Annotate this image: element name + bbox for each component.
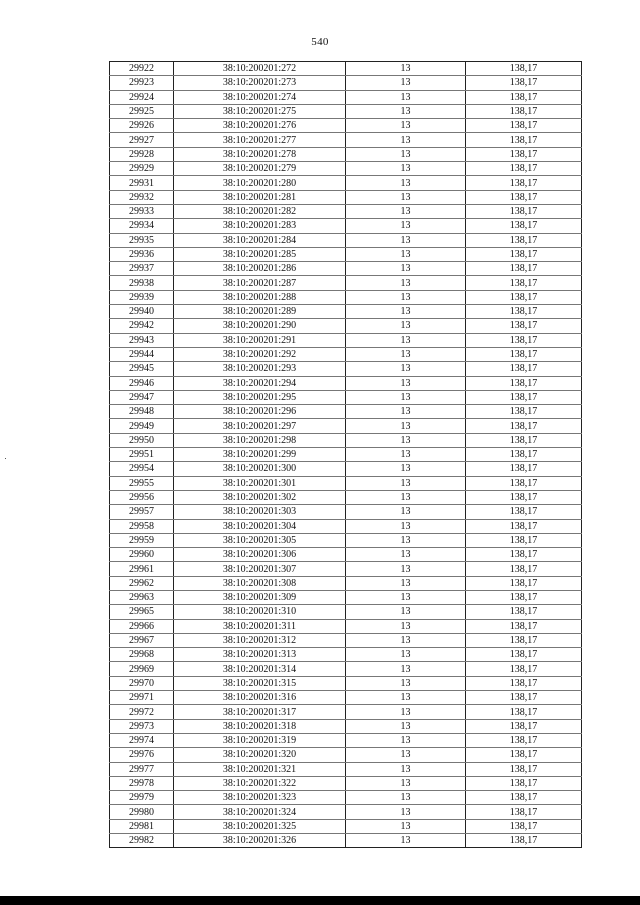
record-number-cell: 29962 — [110, 576, 174, 590]
quantity-cell: 13 — [346, 662, 466, 676]
cadastral-number-cell: 38:10:200201:301 — [174, 476, 346, 490]
table-row — [110, 147, 582, 161]
record-number-cell: 29980 — [110, 805, 174, 819]
quantity-cell: 13 — [346, 776, 466, 790]
quantity-cell: 13 — [346, 519, 466, 533]
area-value-cell: 138,17 — [466, 719, 582, 733]
area-value-cell: 138,17 — [466, 590, 582, 604]
table-row — [110, 90, 582, 104]
area-value-cell: 138,17 — [466, 305, 582, 319]
record-number-cell: 29951 — [110, 448, 174, 462]
record-number-cell: 29982 — [110, 834, 174, 848]
record-number-cell: 29954 — [110, 462, 174, 476]
quantity-cell: 13 — [346, 633, 466, 647]
table-row — [110, 719, 582, 733]
table-row — [110, 505, 582, 519]
cadastral-number-cell: 38:10:200201:293 — [174, 362, 346, 376]
record-number-cell: 29928 — [110, 147, 174, 161]
record-number-cell: 29960 — [110, 548, 174, 562]
quantity-cell: 13 — [346, 362, 466, 376]
area-value-cell: 138,17 — [466, 433, 582, 447]
quantity-cell: 13 — [346, 791, 466, 805]
cadastral-number-cell: 38:10:200201:307 — [174, 562, 346, 576]
cadastral-number-cell: 38:10:200201:318 — [174, 719, 346, 733]
cadastral-number-cell: 38:10:200201:310 — [174, 605, 346, 619]
table-row — [110, 791, 582, 805]
quantity-cell: 13 — [346, 233, 466, 247]
cadastral-number-cell: 38:10:200201:323 — [174, 791, 346, 805]
table-row — [110, 162, 582, 176]
table-row — [110, 691, 582, 705]
quantity-cell: 13 — [346, 590, 466, 604]
area-value-cell: 138,17 — [466, 476, 582, 490]
area-value-cell: 138,17 — [466, 505, 582, 519]
cadastral-number-cell: 38:10:200201:294 — [174, 376, 346, 390]
table-row — [110, 376, 582, 390]
cadastral-number-cell: 38:10:200201:278 — [174, 147, 346, 161]
area-value-cell: 138,17 — [466, 62, 582, 76]
record-number-cell: 29932 — [110, 190, 174, 204]
table-row — [110, 805, 582, 819]
quantity-cell: 13 — [346, 76, 466, 90]
cadastral-number-cell: 38:10:200201:284 — [174, 233, 346, 247]
cadastral-number-cell: 38:10:200201:298 — [174, 433, 346, 447]
record-number-cell: 29925 — [110, 104, 174, 118]
record-number-cell: 29936 — [110, 247, 174, 261]
cadastral-number-cell: 38:10:200201:314 — [174, 662, 346, 676]
cadastral-number-cell: 38:10:200201:313 — [174, 648, 346, 662]
record-number-cell: 29956 — [110, 490, 174, 504]
quantity-cell: 13 — [346, 176, 466, 190]
quantity-cell: 13 — [346, 819, 466, 833]
area-value-cell: 138,17 — [466, 190, 582, 204]
table-row — [110, 119, 582, 133]
area-value-cell: 138,17 — [466, 462, 582, 476]
area-value-cell: 138,17 — [466, 333, 582, 347]
record-number-cell: 29938 — [110, 276, 174, 290]
quantity-cell: 13 — [346, 390, 466, 404]
record-number-cell: 29945 — [110, 362, 174, 376]
scan-bottom-edge — [0, 896, 640, 905]
cadastral-number-cell: 38:10:200201:291 — [174, 333, 346, 347]
record-number-cell: 29922 — [110, 62, 174, 76]
cadastral-number-cell: 38:10:200201:273 — [174, 76, 346, 90]
table-row — [110, 476, 582, 490]
quantity-cell: 13 — [346, 247, 466, 261]
table-row — [110, 433, 582, 447]
record-number-cell: 29968 — [110, 648, 174, 662]
quantity-cell: 13 — [346, 376, 466, 390]
record-number-cell: 29949 — [110, 419, 174, 433]
table-row — [110, 262, 582, 276]
table-row — [110, 462, 582, 476]
quantity-cell: 13 — [346, 147, 466, 161]
area-value-cell: 138,17 — [466, 619, 582, 633]
quantity-cell: 13 — [346, 619, 466, 633]
table-row — [110, 176, 582, 190]
record-number-cell: 29946 — [110, 376, 174, 390]
record-number-cell: 29973 — [110, 719, 174, 733]
quantity-cell: 13 — [346, 433, 466, 447]
table-row — [110, 290, 582, 304]
cadastral-number-cell: 38:10:200201:320 — [174, 748, 346, 762]
record-number-cell: 29965 — [110, 605, 174, 619]
area-value-cell: 138,17 — [466, 419, 582, 433]
area-value-cell: 138,17 — [466, 648, 582, 662]
quantity-cell: 13 — [346, 204, 466, 218]
record-number-cell: 29959 — [110, 533, 174, 547]
cadastral-number-cell: 38:10:200201:287 — [174, 276, 346, 290]
table-row — [110, 219, 582, 233]
record-number-cell: 29923 — [110, 76, 174, 90]
area-value-cell: 138,17 — [466, 290, 582, 304]
record-number-cell: 29927 — [110, 133, 174, 147]
table-row — [110, 362, 582, 376]
cadastral-number-cell: 38:10:200201:299 — [174, 448, 346, 462]
quantity-cell: 13 — [346, 705, 466, 719]
record-number-cell: 29972 — [110, 705, 174, 719]
area-value-cell: 138,17 — [466, 276, 582, 290]
record-number-cell: 29958 — [110, 519, 174, 533]
cadastral-number-cell: 38:10:200201:308 — [174, 576, 346, 590]
cadastral-number-cell: 38:10:200201:316 — [174, 691, 346, 705]
cadastral-number-cell: 38:10:200201:279 — [174, 162, 346, 176]
area-value-cell: 138,17 — [466, 90, 582, 104]
area-value-cell: 138,17 — [466, 776, 582, 790]
quantity-cell: 13 — [346, 305, 466, 319]
record-number-cell: 29967 — [110, 633, 174, 647]
table-row — [110, 633, 582, 647]
area-value-cell: 138,17 — [466, 576, 582, 590]
record-number-cell: 29926 — [110, 119, 174, 133]
area-value-cell: 138,17 — [466, 791, 582, 805]
table-row — [110, 762, 582, 776]
quantity-cell: 13 — [346, 505, 466, 519]
record-number-cell: 29944 — [110, 347, 174, 361]
cadastral-number-cell: 38:10:200201:282 — [174, 204, 346, 218]
quantity-cell: 13 — [346, 190, 466, 204]
scan-speck — [5, 458, 6, 459]
table-row — [110, 233, 582, 247]
record-number-cell: 29961 — [110, 562, 174, 576]
record-number-cell: 29924 — [110, 90, 174, 104]
table-row — [110, 648, 582, 662]
quantity-cell: 13 — [346, 162, 466, 176]
record-number-cell: 29939 — [110, 290, 174, 304]
quantity-cell: 13 — [346, 333, 466, 347]
table-row — [110, 819, 582, 833]
quantity-cell: 13 — [346, 834, 466, 848]
cadastral-number-cell: 38:10:200201:300 — [174, 462, 346, 476]
table-row — [110, 619, 582, 633]
record-number-cell: 29933 — [110, 204, 174, 218]
quantity-cell: 13 — [346, 676, 466, 690]
quantity-cell: 13 — [346, 419, 466, 433]
cadastral-number-cell: 38:10:200201:280 — [174, 176, 346, 190]
area-value-cell: 138,17 — [466, 162, 582, 176]
quantity-cell: 13 — [346, 62, 466, 76]
record-number-cell: 29937 — [110, 262, 174, 276]
area-value-cell: 138,17 — [466, 834, 582, 848]
cadastral-number-cell: 38:10:200201:302 — [174, 490, 346, 504]
record-number-cell: 29976 — [110, 748, 174, 762]
record-number-cell: 29978 — [110, 776, 174, 790]
area-value-cell: 138,17 — [466, 204, 582, 218]
cadastral-number-cell: 38:10:200201:303 — [174, 505, 346, 519]
area-value-cell: 138,17 — [466, 805, 582, 819]
table-row — [110, 347, 582, 361]
quantity-cell: 13 — [346, 605, 466, 619]
area-value-cell: 138,17 — [466, 533, 582, 547]
table-row — [110, 576, 582, 590]
quantity-cell: 13 — [346, 104, 466, 118]
table-row — [110, 305, 582, 319]
area-value-cell: 138,17 — [466, 219, 582, 233]
record-number-cell: 29940 — [110, 305, 174, 319]
table-row — [110, 247, 582, 261]
area-value-cell: 138,17 — [466, 347, 582, 361]
quantity-cell: 13 — [346, 405, 466, 419]
quantity-cell: 13 — [346, 133, 466, 147]
table-row — [110, 776, 582, 790]
quantity-cell: 13 — [346, 719, 466, 733]
record-number-cell: 29974 — [110, 733, 174, 747]
record-number-cell: 29935 — [110, 233, 174, 247]
quantity-cell: 13 — [346, 448, 466, 462]
area-value-cell: 138,17 — [466, 405, 582, 419]
record-number-cell: 29971 — [110, 691, 174, 705]
quantity-cell: 13 — [346, 562, 466, 576]
cadastral-number-cell: 38:10:200201:286 — [174, 262, 346, 276]
area-value-cell: 138,17 — [466, 104, 582, 118]
table-row — [110, 490, 582, 504]
table-row — [110, 190, 582, 204]
table-row — [110, 104, 582, 118]
table-row — [110, 662, 582, 676]
cadastral-number-cell: 38:10:200201:285 — [174, 247, 346, 261]
cadastral-number-cell: 38:10:200201:283 — [174, 219, 346, 233]
area-value-cell: 138,17 — [466, 390, 582, 404]
area-value-cell: 138,17 — [466, 662, 582, 676]
table-row — [110, 548, 582, 562]
quantity-cell: 13 — [346, 290, 466, 304]
quantity-cell: 13 — [346, 262, 466, 276]
quantity-cell: 13 — [346, 319, 466, 333]
area-value-cell: 138,17 — [466, 748, 582, 762]
table-row — [110, 733, 582, 747]
area-value-cell: 138,17 — [466, 147, 582, 161]
cadastral-number-cell: 38:10:200201:296 — [174, 405, 346, 419]
area-value-cell: 138,17 — [466, 247, 582, 261]
record-number-cell: 29929 — [110, 162, 174, 176]
cadastral-number-cell: 38:10:200201:317 — [174, 705, 346, 719]
cadastral-number-cell: 38:10:200201:324 — [174, 805, 346, 819]
area-value-cell: 138,17 — [466, 562, 582, 576]
cadastral-number-cell: 38:10:200201:289 — [174, 305, 346, 319]
record-number-cell: 29955 — [110, 476, 174, 490]
cadastral-number-cell: 38:10:200201:290 — [174, 319, 346, 333]
cadastral-number-cell: 38:10:200201:309 — [174, 590, 346, 604]
table-row — [110, 204, 582, 218]
table-body — [110, 62, 582, 848]
cadastral-number-cell: 38:10:200201:297 — [174, 419, 346, 433]
table-row — [110, 834, 582, 848]
quantity-cell: 13 — [346, 219, 466, 233]
table-row — [110, 333, 582, 347]
quantity-cell: 13 — [346, 805, 466, 819]
table-row — [110, 676, 582, 690]
quantity-cell: 13 — [346, 119, 466, 133]
cadastral-number-cell: 38:10:200201:281 — [174, 190, 346, 204]
area-value-cell: 138,17 — [466, 691, 582, 705]
record-number-cell: 29979 — [110, 791, 174, 805]
cadastral-number-cell: 38:10:200201:315 — [174, 676, 346, 690]
area-value-cell: 138,17 — [466, 448, 582, 462]
cadastral-number-cell: 38:10:200201:277 — [174, 133, 346, 147]
area-value-cell: 138,17 — [466, 676, 582, 690]
cadastral-number-cell: 38:10:200201:306 — [174, 548, 346, 562]
quantity-cell: 13 — [346, 762, 466, 776]
quantity-cell: 13 — [346, 490, 466, 504]
cadastral-number-cell: 38:10:200201:304 — [174, 519, 346, 533]
table-row — [110, 448, 582, 462]
record-number-cell: 29957 — [110, 505, 174, 519]
record-number-cell: 29948 — [110, 405, 174, 419]
quantity-cell: 13 — [346, 90, 466, 104]
cadastral-number-cell: 38:10:200201:295 — [174, 390, 346, 404]
area-value-cell: 138,17 — [466, 705, 582, 719]
area-value-cell: 138,17 — [466, 233, 582, 247]
table-row — [110, 62, 582, 76]
area-value-cell: 138,17 — [466, 605, 582, 619]
page-number: 540 — [311, 36, 329, 48]
area-value-cell: 138,17 — [466, 262, 582, 276]
table-row — [110, 405, 582, 419]
cadastral-number-cell: 38:10:200201:321 — [174, 762, 346, 776]
record-number-cell: 29977 — [110, 762, 174, 776]
quantity-cell: 13 — [346, 533, 466, 547]
area-value-cell: 138,17 — [466, 819, 582, 833]
quantity-cell: 13 — [346, 462, 466, 476]
cadastral-number-cell: 38:10:200201:275 — [174, 104, 346, 118]
record-number-cell: 29981 — [110, 819, 174, 833]
area-value-cell: 138,17 — [466, 176, 582, 190]
table-row — [110, 705, 582, 719]
quantity-cell: 13 — [346, 347, 466, 361]
cadastral-number-cell: 38:10:200201:288 — [174, 290, 346, 304]
table-row — [110, 562, 582, 576]
quantity-cell: 13 — [346, 476, 466, 490]
cadastral-number-cell: 38:10:200201:322 — [174, 776, 346, 790]
table-row — [110, 390, 582, 404]
cadastral-number-cell: 38:10:200201:311 — [174, 619, 346, 633]
record-number-cell: 29970 — [110, 676, 174, 690]
quantity-cell: 13 — [346, 548, 466, 562]
area-value-cell: 138,17 — [466, 133, 582, 147]
area-value-cell: 138,17 — [466, 362, 582, 376]
record-number-cell: 29947 — [110, 390, 174, 404]
table-row — [110, 590, 582, 604]
cadastral-number-cell: 38:10:200201:325 — [174, 819, 346, 833]
table-row — [110, 533, 582, 547]
record-number-cell: 29963 — [110, 590, 174, 604]
cadastral-number-cell: 38:10:200201:276 — [174, 119, 346, 133]
record-number-cell: 29969 — [110, 662, 174, 676]
area-value-cell: 138,17 — [466, 762, 582, 776]
record-number-cell: 29950 — [110, 433, 174, 447]
quantity-cell: 13 — [346, 733, 466, 747]
table-row — [110, 319, 582, 333]
table-row — [110, 748, 582, 762]
cadastral-number-cell: 38:10:200201:274 — [174, 90, 346, 104]
quantity-cell: 13 — [346, 691, 466, 705]
cadastral-number-cell: 38:10:200201:305 — [174, 533, 346, 547]
area-value-cell: 138,17 — [466, 376, 582, 390]
cadastral-number-cell: 38:10:200201:312 — [174, 633, 346, 647]
table-row — [110, 519, 582, 533]
area-value-cell: 138,17 — [466, 633, 582, 647]
quantity-cell: 13 — [346, 648, 466, 662]
record-number-cell: 29943 — [110, 333, 174, 347]
quantity-cell: 13 — [346, 276, 466, 290]
cadastral-number-cell: 38:10:200201:292 — [174, 347, 346, 361]
record-number-cell: 29942 — [110, 319, 174, 333]
record-number-cell: 29966 — [110, 619, 174, 633]
cadastral-number-cell: 38:10:200201:272 — [174, 62, 346, 76]
quantity-cell: 13 — [346, 576, 466, 590]
area-value-cell: 138,17 — [466, 76, 582, 90]
table-row — [110, 419, 582, 433]
area-value-cell: 138,17 — [466, 319, 582, 333]
data-table — [109, 61, 582, 848]
record-number-cell: 29934 — [110, 219, 174, 233]
table-row — [110, 276, 582, 290]
area-value-cell: 138,17 — [466, 733, 582, 747]
area-value-cell: 138,17 — [466, 519, 582, 533]
area-value-cell: 138,17 — [466, 119, 582, 133]
table-row — [110, 605, 582, 619]
quantity-cell: 13 — [346, 748, 466, 762]
area-value-cell: 138,17 — [466, 548, 582, 562]
table-row — [110, 76, 582, 90]
area-value-cell: 138,17 — [466, 490, 582, 504]
table-row — [110, 133, 582, 147]
cadastral-number-cell: 38:10:200201:319 — [174, 733, 346, 747]
record-number-cell: 29931 — [110, 176, 174, 190]
cadastral-number-cell: 38:10:200201:326 — [174, 834, 346, 848]
